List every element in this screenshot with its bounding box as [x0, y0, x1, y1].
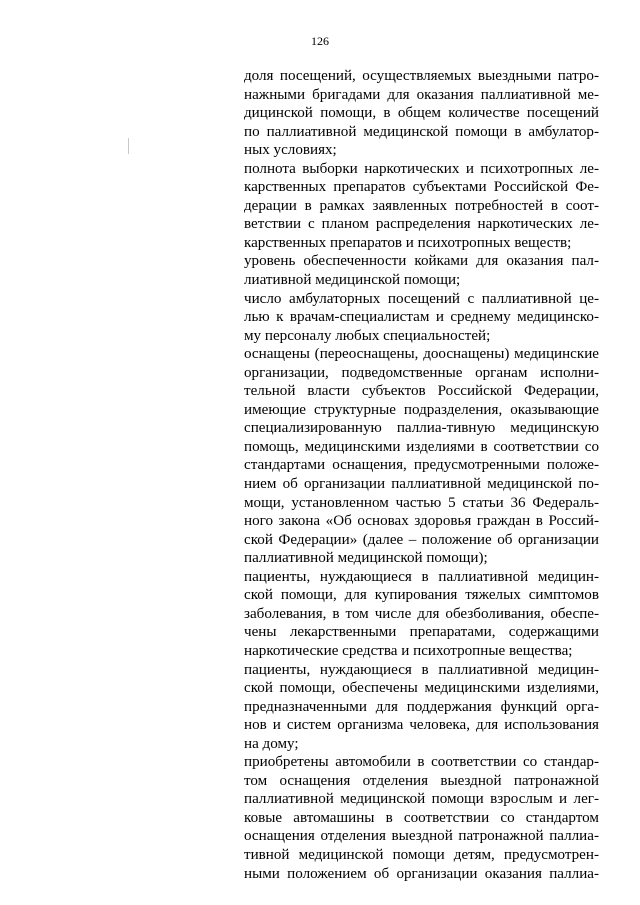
text-line: ными положением об организации оказания паллиа-	[244, 865, 599, 882]
text-line: чены лекарственными препаратами, содержащими	[244, 624, 599, 641]
text-line: стандартами оснащения, предусмотренными положе-	[244, 457, 599, 474]
text-line: том оснащения отделения выездной патронажной	[244, 772, 599, 789]
text-line: тельной власти субъектов Российской Федерации,	[244, 383, 599, 400]
text-line: тивной медицинской помощи детям, предусмотрен-	[244, 846, 599, 863]
text-line: паллиативной медицинской помощи);	[244, 550, 488, 567]
text-line: имеющие структурные подразделения, оказывающие	[244, 401, 599, 418]
text-line: нов и систем организма человека, для использования	[244, 717, 599, 734]
text-line: ской помощи, для купирования тяжелых симптомов	[244, 587, 599, 604]
text-line: приобретены автомобили в соответствии со стандар-	[244, 754, 599, 771]
text-line: оснащения отделения выездной патронажной паллиа-	[244, 828, 599, 845]
text-line: уровень обеспеченности койками для оказания пал-	[244, 253, 599, 270]
text-line: заболевания, в том числе для обезболивания, обеспе-	[244, 605, 599, 622]
text-line: на дому;	[244, 735, 299, 752]
text-line: пациенты, нуждающиеся в паллиативной медицин-	[244, 661, 599, 678]
text-line: предназначенными для поддержания функций орга-	[244, 698, 599, 715]
text-body	[244, 67, 599, 883]
text-line: нажными бригадами для оказания паллиативной ме-	[244, 86, 599, 103]
text-line: ковые автомашины в соответствии со стандартом	[244, 809, 599, 826]
text-line: лью к врачам-специалистам и среднему медицинско-	[244, 309, 599, 326]
text-line: карственных препаратов и психотропных веществ;	[244, 234, 572, 251]
text-line: ного закона «Об основах здоровья граждан в Россий-	[244, 513, 599, 530]
text-line: му персоналу любых специальностей;	[244, 327, 491, 344]
text-line: наркотические средства и психотропные вещества;	[244, 642, 573, 659]
text-line: организации, подведомственные органам исполни-	[244, 364, 599, 381]
text-line: лиативной медицинской помощи;	[244, 272, 461, 289]
text-line: ской помощи, обеспечены медицинскими изделиями,	[244, 680, 599, 697]
text-line: пациенты, нуждающиеся в паллиативной медицин-	[244, 568, 599, 585]
text-line: ской Федерации» (далее – положение об организации	[244, 531, 599, 548]
text-line: карственных препаратов субъектами Российской Фе-	[244, 179, 599, 196]
text-line: ветствии с планом распределения наркотических ле-	[244, 216, 599, 233]
text-line: мощи, установленном частью 5 статьи 36 Федераль-	[244, 494, 599, 511]
text-line: по паллиативной медицинской помощи в амбулатор-	[244, 123, 599, 140]
text-line: дерации в рамках заявленных потребностей в соот-	[244, 197, 599, 214]
text-line: специализированную паллиа-тивную медицинскую	[244, 420, 599, 437]
text-line: дицинской помощи, в общем количестве посещений	[244, 105, 599, 122]
text-line: полнота выборки наркотических и психотропных ле-	[244, 160, 599, 177]
text-line: паллиативной медицинской помощи взрослым и лег-	[244, 791, 599, 808]
text-line: доля посещений, осуществляемых выездными патро-	[244, 68, 599, 84]
page-number: 126	[311, 34, 329, 48]
scan-margin-mark	[128, 138, 129, 154]
text-line: оснащены (переоснащены, дооснащены) медицинские	[244, 346, 599, 363]
text-line: число амбулаторных посещений с паллиативной це-	[244, 290, 599, 307]
text-line: ных условиях;	[244, 142, 337, 159]
text-line: помощь, медицинскими изделиями в соответствии со	[244, 438, 599, 455]
text-line: нием об организации паллиативной медицинской по-	[244, 476, 599, 493]
